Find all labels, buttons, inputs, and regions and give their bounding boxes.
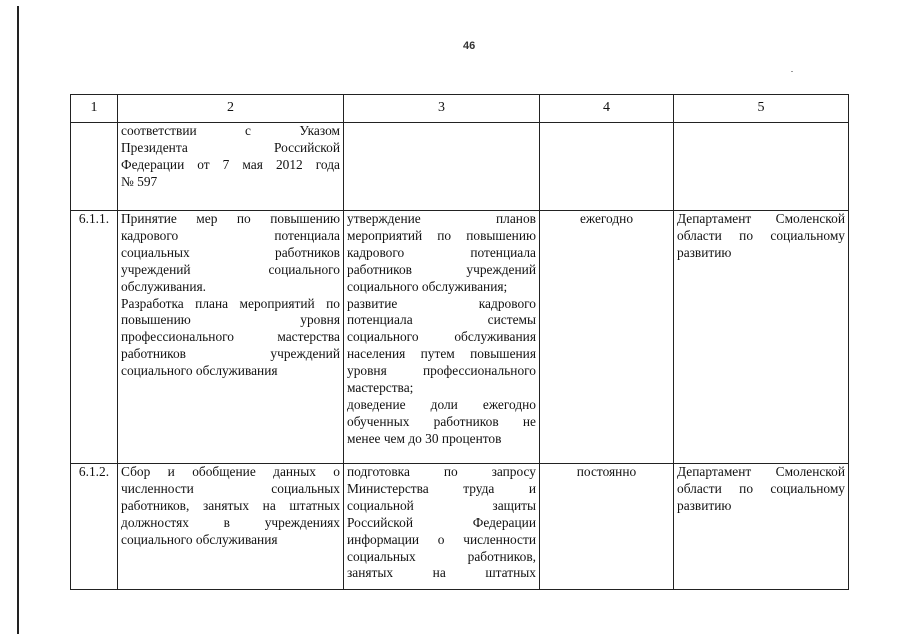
text-line: информации о численности <box>347 531 536 547</box>
measure-cell <box>118 464 344 590</box>
text-line: мероприятий по повышению <box>347 227 536 243</box>
text-line: потенциала системы <box>347 312 536 328</box>
header-cell-3: 3 <box>344 95 540 123</box>
text-line: развитию <box>677 244 732 260</box>
row-number: 6.1.1. <box>71 211 118 464</box>
measure-cell <box>118 211 344 464</box>
text-line: Департамент Смоленской <box>677 211 845 226</box>
text-line: социального обслуживания <box>347 329 536 345</box>
text-line: Федерации от 7 мая 2012 года <box>121 156 340 172</box>
text-line: Президента Российской <box>121 139 340 155</box>
table-row-6-1-2 <box>71 464 849 590</box>
text-line: работников учреждений <box>347 261 536 277</box>
text-line: соответствии с Указом <box>121 123 340 138</box>
text-line: социальных работников <box>121 244 340 260</box>
text-line: мастерства; <box>347 380 414 396</box>
text-line: профессионального мастерства <box>121 329 340 345</box>
text-line: развитие кадрового <box>347 295 536 311</box>
result-cell <box>344 464 540 590</box>
executor-cell <box>674 464 849 590</box>
header-cell-5: 5 <box>674 95 849 123</box>
text-line: доведение доли ежегодно <box>347 396 536 412</box>
executor-cell <box>674 211 849 464</box>
text-line: менее чем до 30 процентов <box>347 430 502 446</box>
text-line: № 597 <box>121 173 158 189</box>
text-line: подготовка по запросу <box>347 464 536 479</box>
page-number: 46 <box>463 40 476 52</box>
text-line: развитию <box>677 497 732 513</box>
left-margin-rule <box>17 6 19 634</box>
executor-cell <box>674 123 849 211</box>
text-line: Министерства труда и <box>347 480 536 496</box>
table-header-row <box>71 95 849 123</box>
text-line: области по социальному <box>677 227 845 243</box>
table-row-6-1-1 <box>71 211 849 464</box>
header-cell-2: 2 <box>118 95 344 123</box>
text-line: кадрового потенциала <box>347 244 536 260</box>
text-line: Разработка плана мероприятий по <box>121 295 340 311</box>
text-line: работников учреждений <box>121 346 340 362</box>
text-line: Департамент Смоленской <box>677 464 845 479</box>
deadline-cell: ежегодно <box>540 211 674 464</box>
text-line: Российской Федерации <box>347 514 536 530</box>
text-line: Принятие мер по повышению <box>121 211 340 226</box>
text-line: обученных работников не <box>347 413 536 429</box>
text-line: повышению уровня <box>121 312 340 328</box>
text-line: численности социальных <box>121 480 340 496</box>
row-number <box>71 123 118 211</box>
result-cell <box>344 123 540 211</box>
text-line: работников, занятых на штатных <box>121 497 340 513</box>
text-line: Сбор и обобщение данных о <box>121 464 340 479</box>
measure-cell <box>118 123 344 211</box>
text-line: социального обслуживания <box>121 531 278 547</box>
text-line: социальных работников, <box>347 548 536 564</box>
scan-speck <box>791 71 793 72</box>
text-line: социального обслуживания; <box>347 278 508 294</box>
text-line: должностях в учреждениях <box>121 514 340 530</box>
row-number: 6.1.2. <box>71 464 118 590</box>
text-line: социальной защиты <box>347 497 536 513</box>
text-line: кадрового потенциала <box>121 227 340 243</box>
header-cell-1: 1 <box>71 95 118 123</box>
text-line: учреждений социального <box>121 261 340 277</box>
plan-table <box>70 94 849 590</box>
table-row-continuation <box>71 123 849 211</box>
text-line: населения путем повышения <box>347 346 536 362</box>
text-line: утверждение планов <box>347 211 536 226</box>
deadline-cell: постоянно <box>540 464 674 590</box>
text-line: обслуживания. <box>121 278 206 294</box>
text-line: уровня профессионального <box>347 363 536 379</box>
deadline-cell <box>540 123 674 211</box>
text-line: области по социальному <box>677 480 845 496</box>
result-cell <box>344 211 540 464</box>
text-line: занятых на штатных <box>347 565 536 581</box>
header-cell-4: 4 <box>540 95 674 123</box>
text-line: социального обслуживания <box>121 363 278 379</box>
